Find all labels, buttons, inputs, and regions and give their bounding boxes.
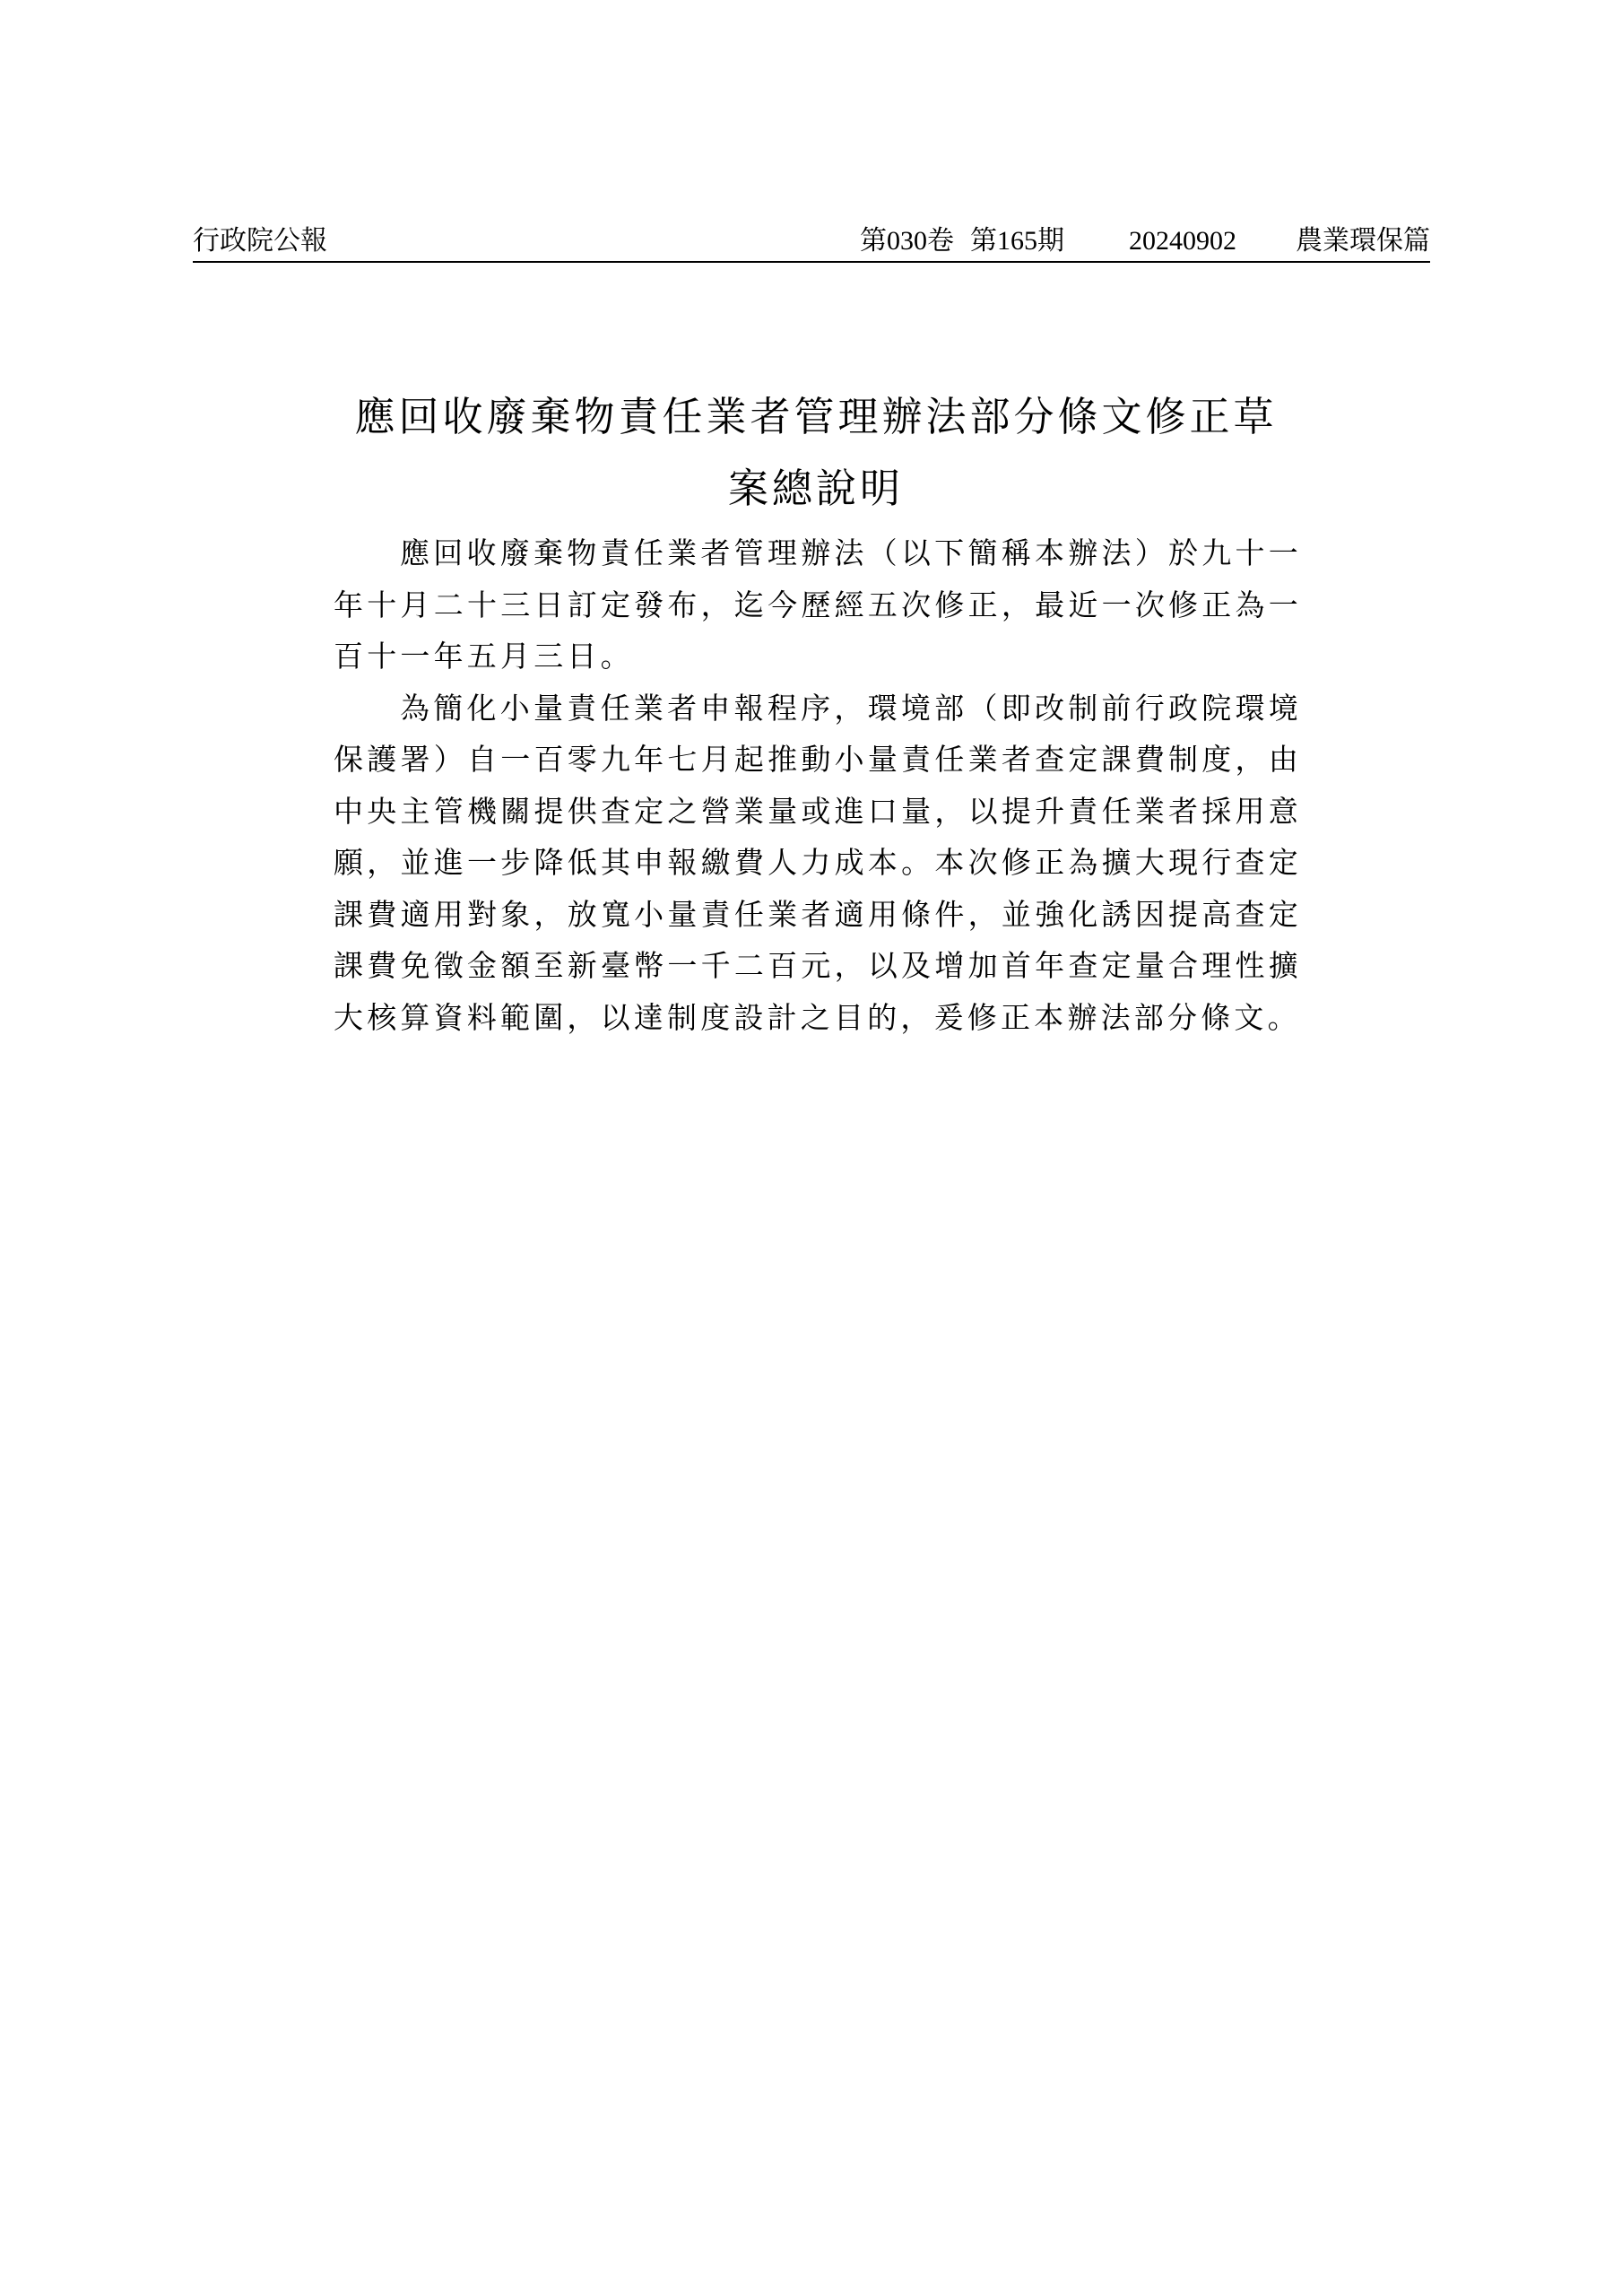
document-title: [323, 381, 1309, 525]
issue-number: 第165期: [970, 226, 1064, 256]
title-line-1: 應回收廢棄物責任業者管理辦法部分條文修正草: [354, 393, 1278, 440]
running-header: [193, 222, 1430, 263]
issue-info: [860, 222, 1430, 261]
publication-name: 行政院公報: [193, 226, 327, 256]
document-body: [334, 527, 1302, 1043]
title-line-2: 案總說明: [727, 465, 904, 512]
body-paragraph-1: 應回收廢棄物責任業者管理辦法（以下簡稱本辦法）於九十一年十月二十三日訂定發布，迄今歷經五次修正，最近一次修正為一百十一年五月三日。: [334, 535, 1302, 674]
publication-date: 20240902: [1129, 226, 1236, 256]
body-paragraph-2: 為簡化小量責任業者申報程序，環境部（即改制前行政院環境保護署）自一百零九年七月起推動小量責任業者查定課費制度，由中央主管機關提供查定之營業量或進口量，以提升責任業者採用意願，並進一步降低其申報繳費人力成本。本次修正為擴大現行查定課費適用對象，放寬小量責任業者適用條件，並強化誘因提高查定課費免徵金額至新臺幣一千二百元，以及增加首年查定量合理性擴大核算資料範圍，以達制度設計之目的，爰修正本辦法部分條文。: [334, 690, 1302, 1035]
volume-number: 第030卷: [860, 226, 954, 256]
section-name: 農業環保篇: [1296, 226, 1430, 256]
